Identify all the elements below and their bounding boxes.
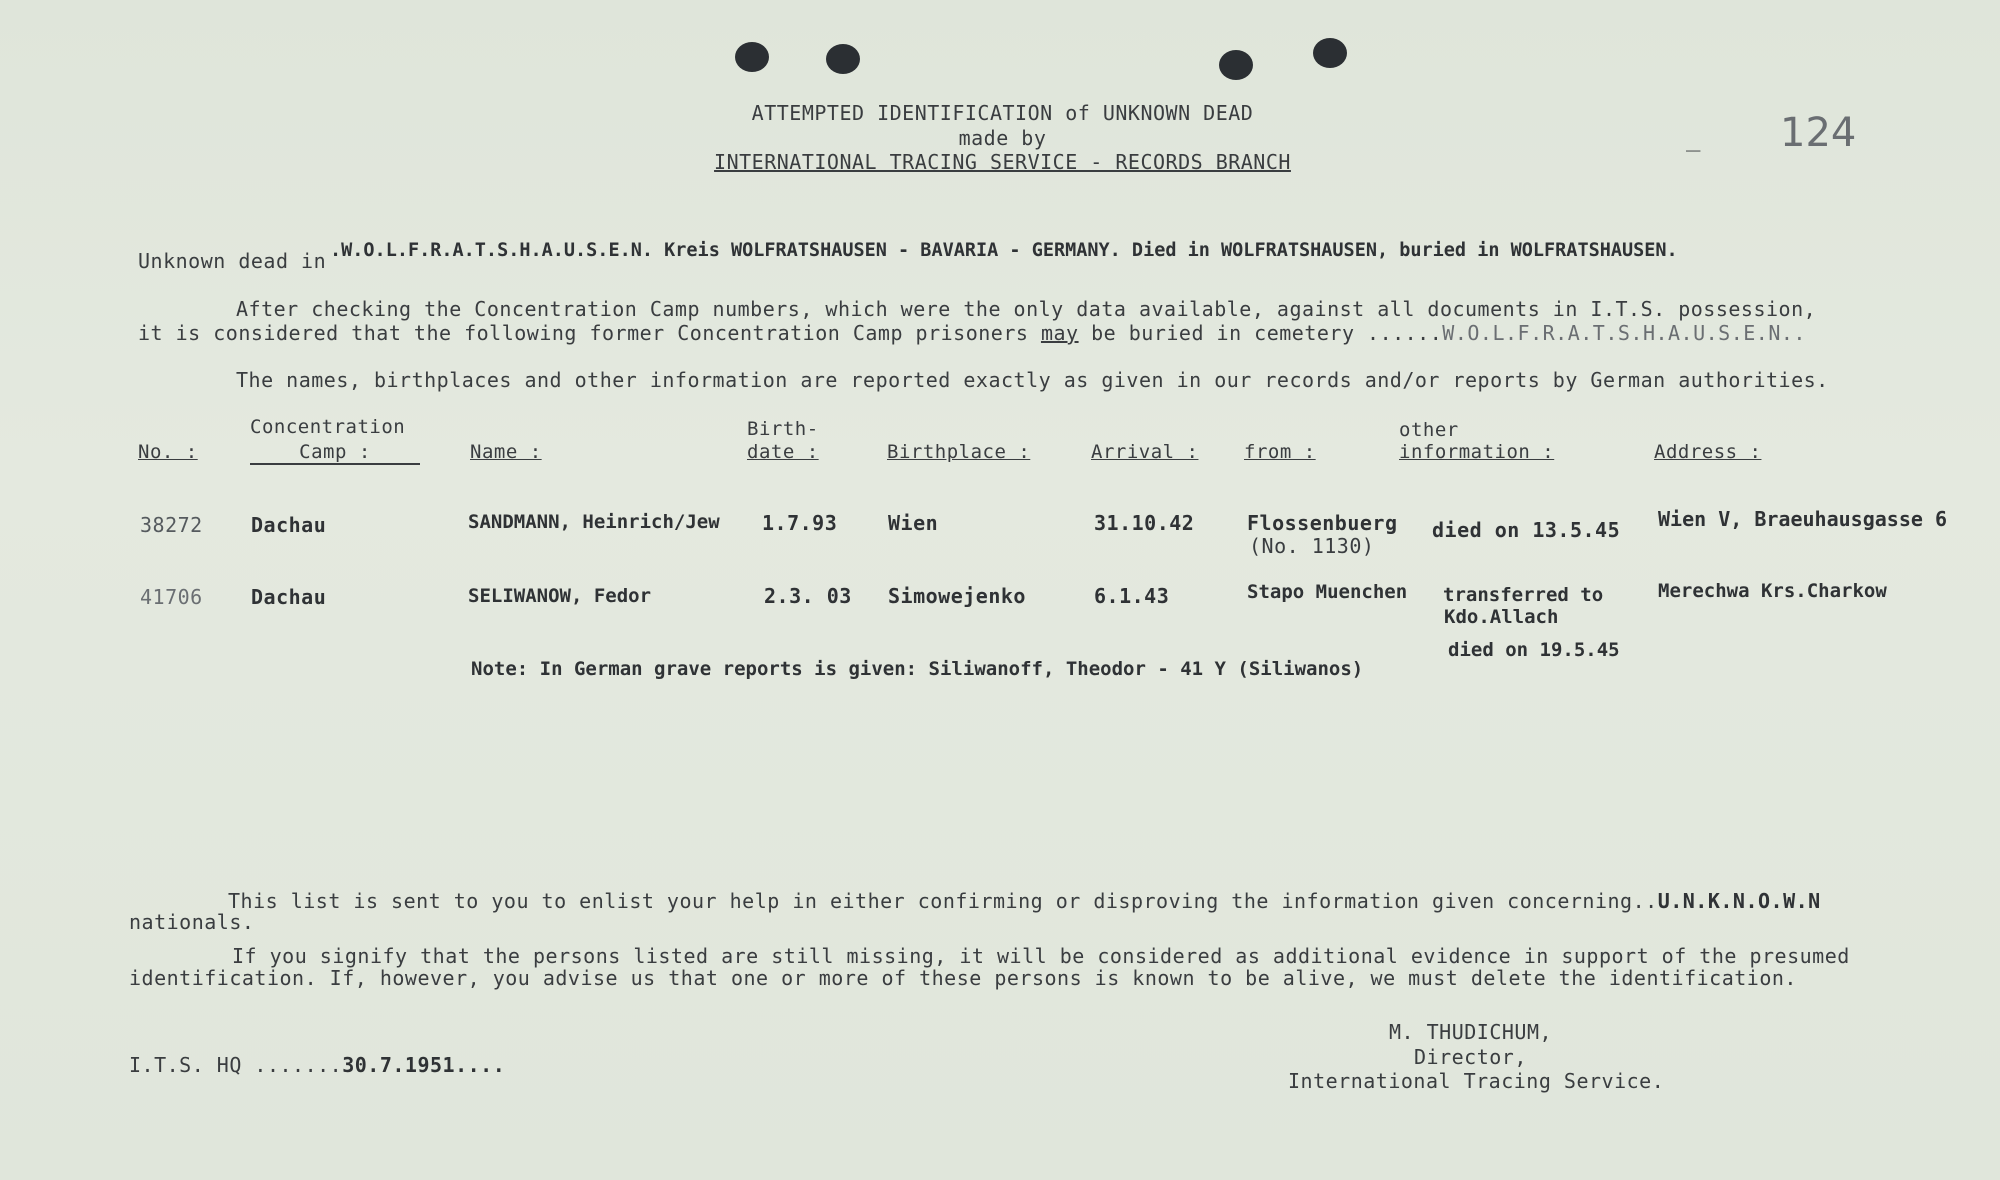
intro-line-1: After checking the Concentration Camp numbers, which were the only data available, against all documents in I.T.S. possession,: [236, 297, 1817, 321]
row-address: Wien V, Braeuhausgasse 6: [1658, 507, 1947, 531]
heading-line-2: made by: [958, 126, 1047, 150]
punch-hole: [826, 44, 860, 74]
unknown-dead-label: Unknown dead in: [138, 249, 327, 273]
page-number: 124: [1780, 110, 1857, 156]
col-arrival: Arrival :: [1091, 441, 1199, 463]
row-no: 38272: [140, 513, 203, 537]
unknown-dead-value: .W.O.L.F.R.A.T.S.H.A.U.S.E.N. Kreis WOLFRATSHAUSEN - BAVARIA - GERMANY. Died in WOLFRATSHAUSEN, buried in WOLFRATSHAUSEN.: [330, 240, 1678, 261]
col-name: Name :: [470, 441, 542, 463]
row-camp: Dachau: [251, 585, 327, 609]
row-birthdate: 1.7.93: [762, 511, 838, 535]
punch-hole: [1313, 38, 1347, 68]
grave-report-note: Note: In German grave reports is given: Siliwanoff, Theodor - 41 Y (Siliwanos): [471, 658, 1364, 680]
signature-organization: International Tracing Service.: [1288, 1069, 1665, 1093]
closing-paragraph-2-line-2: identification. If, however, you advise us that one or more of these persons is known to be alive, we must delete the identification.: [129, 966, 1797, 990]
col-no: No. :: [138, 441, 198, 463]
row-from-detail: (No. 1130): [1249, 534, 1375, 558]
signature-title: Director,: [1414, 1045, 1527, 1069]
col-birthdate: date :: [747, 441, 819, 463]
row-other-detail: Kdo.Allach: [1444, 606, 1559, 628]
row-camp: Dachau: [251, 513, 327, 537]
closing-paragraph-2-line-1: If you signify that the persons listed are still missing, it will be considered as additional evidence in support of the presumed: [232, 944, 1850, 968]
heading-line-3: INTERNATIONAL TRACING SERVICE - RECORDS BRANCH: [714, 150, 1291, 174]
row-name: SANDMANN, Heinrich/Jew: [468, 511, 720, 533]
row-birthdate: 2.3. 03: [764, 584, 852, 608]
row-from: Stapo Muenchen: [1247, 581, 1408, 603]
row-other: died on 13.5.45: [1432, 518, 1621, 542]
col-from: from :: [1244, 441, 1316, 463]
row-from: Flossenbuerg: [1247, 511, 1398, 535]
page-dash: _: [1686, 124, 1701, 152]
col-birth-top: Birth-: [747, 418, 819, 440]
row-address: Merechwa Krs.Charkow: [1658, 580, 1887, 602]
row-arrival: 6.1.43: [1094, 584, 1170, 608]
intro-line-2: it is considered that the following former Concentration Camp prisoners may be buried in cemetery ......W.O.L.F.R.A.T.S.H.A.U.S.E.N..: [138, 321, 1806, 345]
signature-name: M. THUDICHUM,: [1389, 1020, 1553, 1044]
row-no: 41706: [140, 585, 203, 609]
names-note: The names, birthplaces and other information are reported exactly as given in our records and/or reports by German authorities.: [236, 368, 1829, 392]
row-birthplace: Wien: [888, 511, 939, 535]
col-other: information :: [1399, 441, 1555, 463]
row-other: transferred to: [1443, 584, 1604, 606]
heading-line-1: ATTEMPTED IDENTIFICATION of UNKNOWN DEAD: [751, 101, 1254, 125]
closing-paragraph-1-end: nationals.: [129, 910, 255, 934]
row-name: SELIWANOW, Fedor: [468, 585, 652, 607]
closing-paragraph-1: This list is sent to you to enlist your help in either confirming or disproving the information given concerning..U.N.K.N.O.W.N: [228, 889, 1821, 913]
its-hq-date: I.T.S. HQ .......30.7.1951....: [129, 1053, 506, 1077]
col-address: Address :: [1654, 441, 1762, 463]
row-birthplace: Simowejenko: [888, 584, 1026, 608]
row-arrival: 31.10.42: [1094, 511, 1195, 535]
col-other-top: other: [1399, 419, 1459, 441]
row-other-died: died on 19.5.45: [1448, 639, 1620, 661]
punch-hole: [735, 42, 769, 72]
col-birthplace: Birthplace :: [887, 441, 1031, 463]
punch-hole: [1219, 50, 1253, 80]
col-camp: Camp :: [250, 441, 420, 465]
col-camp-top: Concentration: [250, 416, 406, 438]
